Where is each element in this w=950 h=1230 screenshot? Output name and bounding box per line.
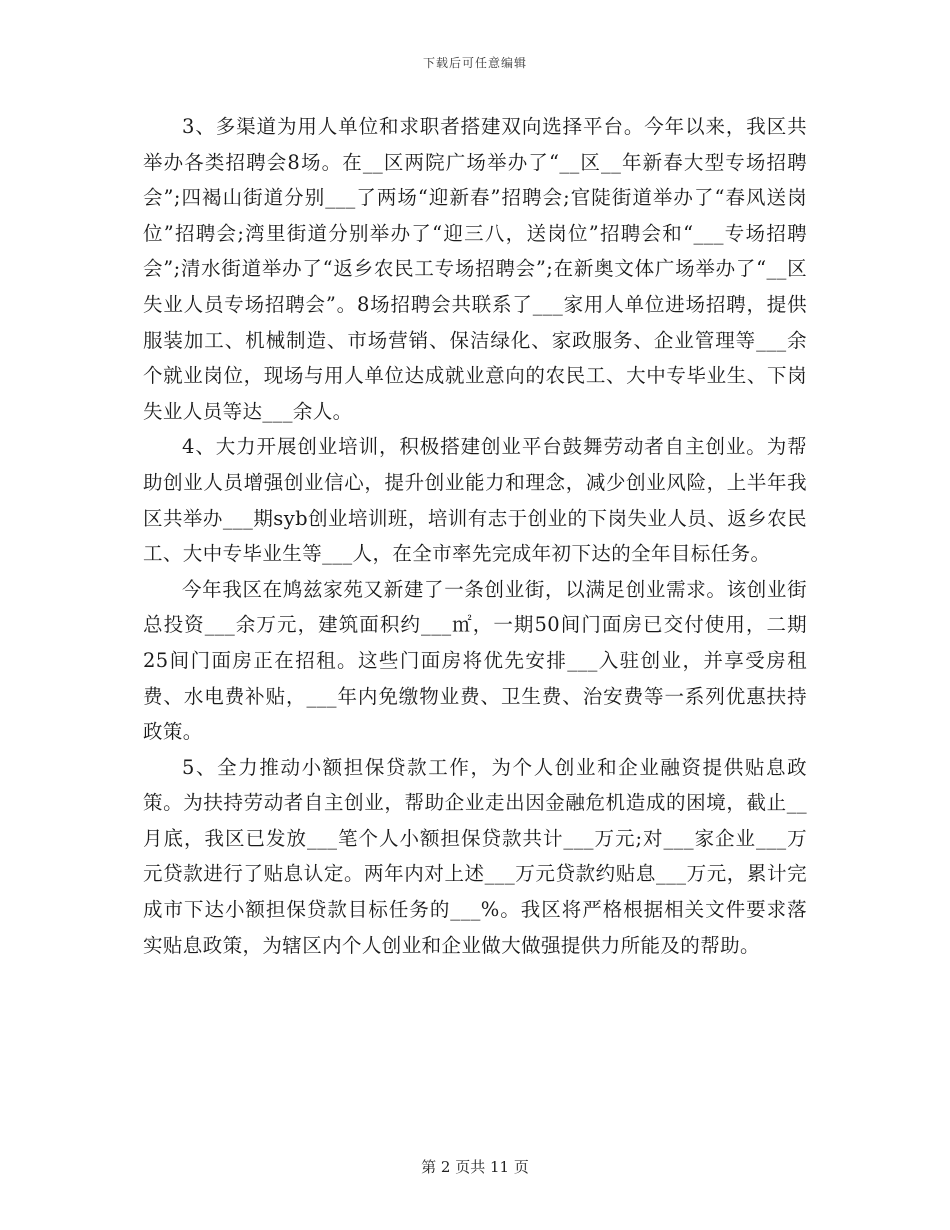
paragraph-recruitment-fairs: 3、多渠道为用人单位和求职者搭建双向选择平台。今年以来，我区共举办各类招聘会8场。在__区两院广场举办了“__区__年新春大型专场招聘会”;四褐山街道分别___了两场“迎新春”招聘会;官陡街道举办了“春风送岗位”招聘会;湾里街道分别举办了“迎三八，送岗位”招聘会和“___专场招聘会”;清水街道举办了“返乡农民工专场招聘会”;在新奥文体广场举办了“__区失业人员专场招聘会”。8场招聘会共联系了___家用人单位进场招聘，提供服装加工、机械制造、市场营销、保洁绿化、家政服务、企业管理等___余个就业岗位，现场与用人单位达成就业意向的农民工、大中专毕业生、下岗失业人员等达___余人。	[143, 115, 807, 423]
paragraph-entrepreneurship-training: 4、大力开展创业培训，积极搭建创业平台鼓舞劳动者自主创业。为帮助创业人员增强创业信心，提升创业能力和理念，减少创业风险，上半年我区共举办___期syb创业培训班，培训有志于创业的下岗失业人员、返乡农民工、大中专毕业生等___人，在全市率先完成年初下达的全年目标任务。	[143, 435, 807, 566]
page-number: 第 2 页共 11 页	[421, 1158, 529, 1176]
paragraph-guaranteed-loans: 5、全力推动小额担保贷款工作，为个人创业和企业融资提供贴息政策。为扶持劳动者自主创业，帮助企业走出因金融危机造成的困境，截止__月底，我区已发放___笔个人小额担保贷款共计___万元;对___家企业___万元贷款进行了贴息认定。两年内对上述___万元贷款约贴息___万元，累计完成市下达小额担保贷款目标任务的___%。我区将严格根据相关文件要求落实贴息政策，为辖区内个人创业和企业做大做强提供力所能及的帮助。	[143, 755, 807, 957]
paragraph-entrepreneurship-street: 今年我区在鸠兹家苑又新建了一条创业街，以满足创业需求。该创业街总投资___余万元，建筑面积约___㎡，一期50间门面房已交付使用，二期25间门面房正在招租。这些门面房将优先安排___入驻创业，并享受房租费、水电费补贴，___年内免缴物业费、卫生费、治安费等一系列优惠扶持政策。	[143, 577, 807, 744]
document-body	[143, 109, 807, 963]
page-header-note: 下载后可任意编辑	[422, 56, 527, 70]
